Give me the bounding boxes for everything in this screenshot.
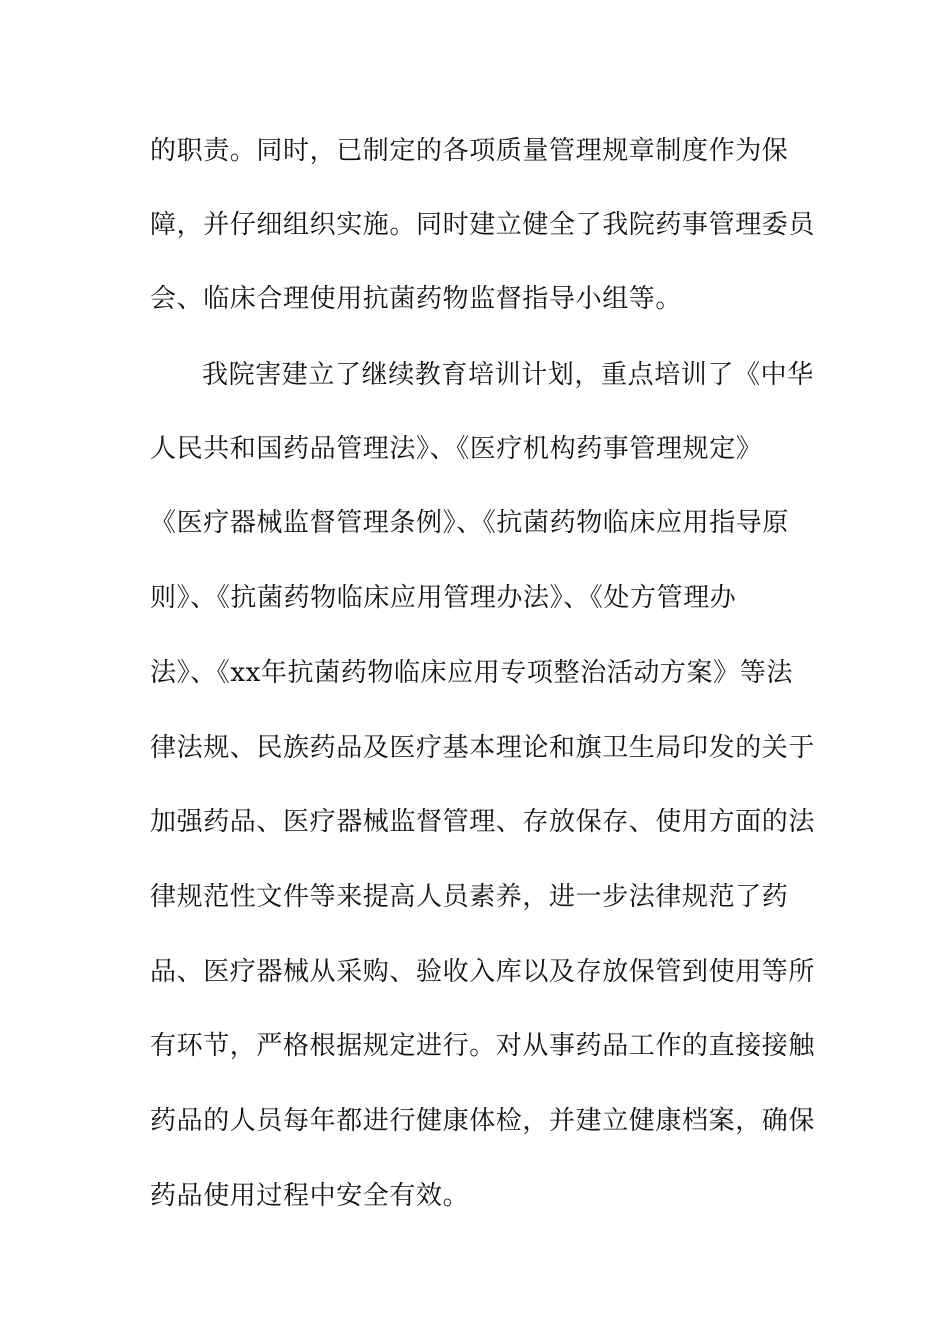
text-line: 则》、《抗菌药物临床应用管理办法》、《处方管理办 (150, 583, 737, 613)
text-line: 法》、《xx年抗菌药物临床应用专项整治活动方案》等法 (150, 658, 793, 688)
text-line: 加强药品、医疗器械监督管理、存放保存、使用方面的法 (150, 807, 816, 837)
text-line: 会、临床合理使用抗菌药物监督指导小组等。 (150, 284, 683, 314)
text-line: 人民共和国药品管理法》、《医疗机构药事管理规定》 (150, 434, 763, 464)
text-line: 《医疗器械监督管理条例》、《抗菌药物临床应用指导原 (150, 508, 790, 538)
text-line: 药品使用过程中安全有效。 (150, 1181, 470, 1211)
paragraph-start-line: 我院害建立了继续教育培训计划，重点培训了《中华 (202, 360, 814, 390)
text-line: 律规范性文件等来提高人员素养，进一步法律规范了药 (150, 882, 789, 912)
text-line: 品、医疗器械从采购、验收入库以及存放保管到使用等所 (150, 957, 816, 987)
text-line: 的职责。同时，已制定的各项质量管理规章制度作为保 (150, 136, 789, 166)
text-line: 障，并仔细组织实施。同时建立健全了我院药事管理委员 (150, 210, 816, 240)
text-line: 有环节，严格根据规定进行。对从事药品工作的直接接触 (150, 1031, 816, 1061)
text-line: 律法规、民族药品及医疗基本理论和旗卫生局印发的关于 (150, 733, 816, 763)
text-line: 药品的人员每年都进行健康体检，并建立健康档案，确保 (150, 1106, 816, 1136)
